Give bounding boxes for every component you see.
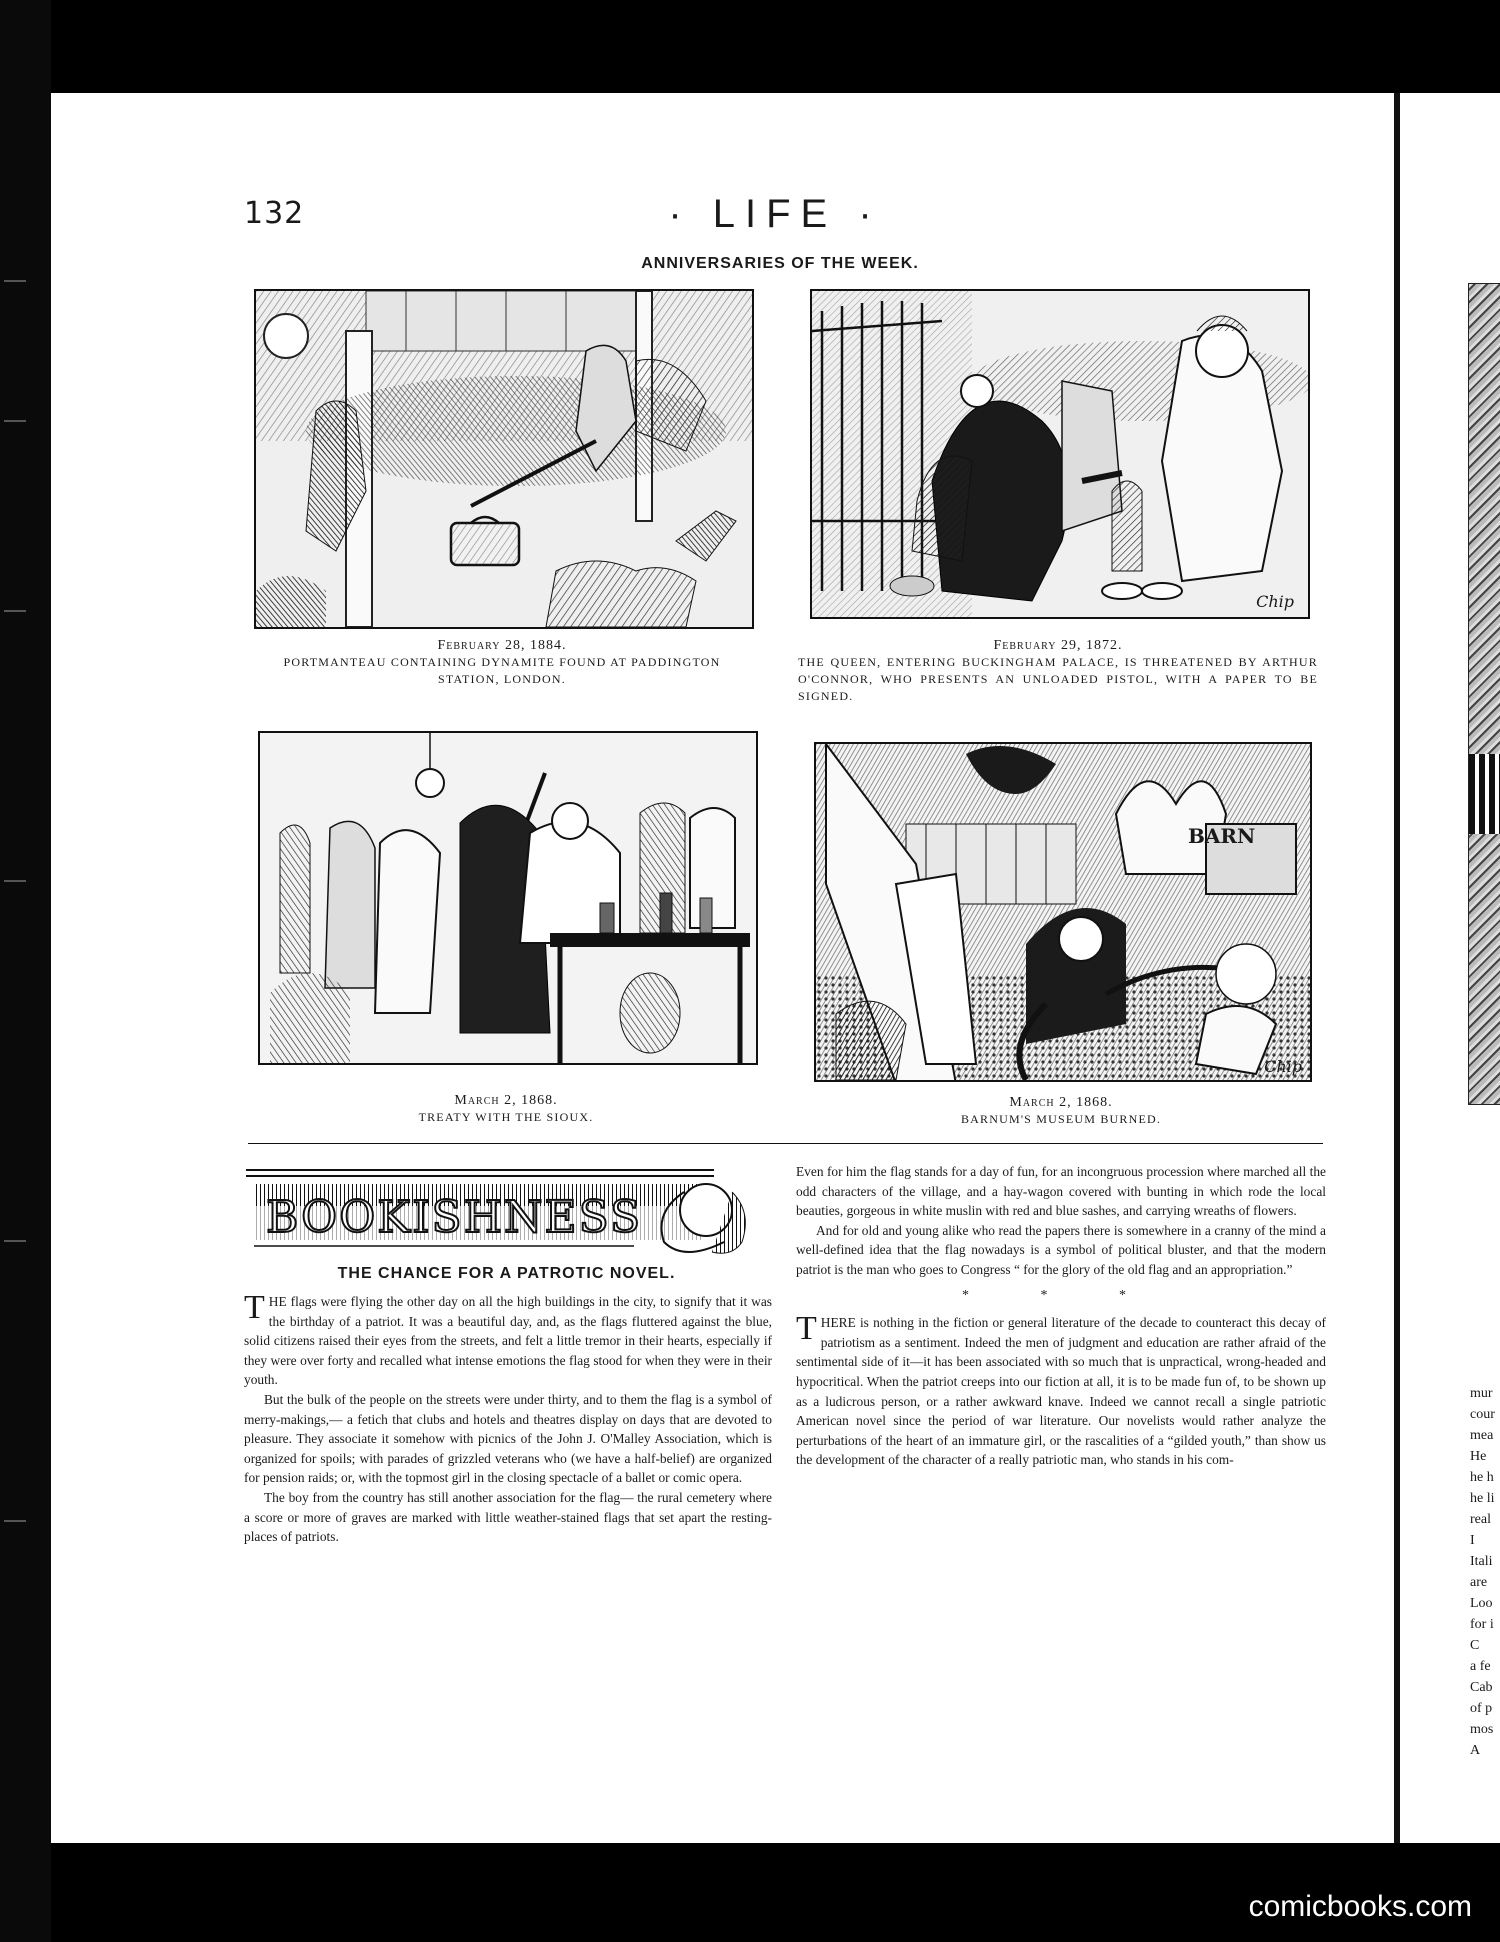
facing-page-line: are (1470, 1575, 1488, 1590)
facing-page-line: mos (1470, 1722, 1494, 1737)
facing-page-line: mea (1470, 1428, 1494, 1443)
paragraph (796, 1310, 1326, 1470)
facing-page-line: A (1470, 1743, 1481, 1758)
engraving-buckingham (812, 291, 1308, 617)
facing-page-line: of p (1470, 1701, 1493, 1716)
drop-cap: T (796, 1310, 817, 1348)
section-separator: * * * (962, 1287, 1160, 1303)
artist-signature: Chip (1264, 1057, 1302, 1076)
illustration-buckingham (810, 289, 1310, 619)
paragraph-text: HERE is nothing in the fiction or general literature of the decade to counteract this decay of patriotism as a sentiment. Indeed the men of judgment and education are rather afraid of the sentimental side of it—it has been associated with so much that is unpractical, wrong-headed and hypocritical. When the patriot creeps into our fiction at all, it is to be made fun of, to be shown up as a ludicrous person, or a rather awkward knave. Indeed we cannot recall a single patriotic American novel since the period of war literature. Our novelists would rather analyze the perturbations of the heart of an immature girl, or the rascalities of a “gilded youth,” than show us the development of the character of a really patriotic man, who stands in his com- (796, 1315, 1326, 1468)
facing-page-line: a fe (1470, 1659, 1491, 1674)
facing-page-line: C (1470, 1638, 1480, 1653)
facing-page-line: Itali (1470, 1554, 1493, 1569)
illustration-paddington (254, 289, 754, 629)
facing-page-illustration (1468, 283, 1500, 1105)
article-column-right (796, 1162, 1326, 1470)
facing-page-line: Cab (1470, 1680, 1493, 1695)
left-page-edge (0, 0, 51, 1942)
caption-paddington (254, 637, 750, 688)
caption-date: March 2, 1868. (1009, 1095, 1113, 1110)
section-divider (248, 1143, 1323, 1144)
section-title: ANNIVERSARIES OF THE WEEK. (641, 255, 919, 272)
caption-text: THE QUEEN, ENTERING BUCKINGHAM PALACE, IS THREATENED BY ARTHUR O'CONNOR, WHO PRESENTS AN UNLOADED PISTOL, WITH A PAPER TO BE SIGNED. (798, 655, 1318, 703)
facing-page-text (1470, 1383, 1500, 1761)
article-column-left (244, 1289, 772, 1547)
illustration-sioux-treaty (258, 731, 758, 1065)
paragraph (244, 1289, 772, 1390)
caption-sioux-treaty (258, 1092, 754, 1126)
facing-page-line: he li (1470, 1491, 1495, 1506)
engraving-sioux-treaty (260, 733, 756, 1063)
facing-page-line: Loo (1470, 1596, 1493, 1611)
caption-text: BARNUM'S MUSEUM BURNED. (960, 1112, 1162, 1126)
paragraph-text: HE flags were flying the other day on all the high buildings in the city, to signify that it was the birthday of a patriot. It was a beautiful day, and, as the flags fluttered against the blue, solid citizens raised their eyes from the streets, and felt a little tremor in their hearts, especially if they were over forty and recalled what intense emotions the flag stood for when they were in their youth. (244, 1294, 772, 1388)
paragraph: Even for him the flag stands for a day of fun, for an incongruous procession where marched all the odd characters of the village, and a hay-wagon covered with bunting in which rode the local beauties, gorgeous in white muslin with red and blue sashes, and carrying wreaths of flowers. (796, 1164, 1326, 1219)
caption-buckingham (798, 637, 1318, 705)
caption-date: March 2, 1868. (454, 1093, 558, 1108)
article-title: THE CHANCE FOR A PATROTIC NOVEL. (337, 1265, 676, 1282)
facing-page-line: for i (1470, 1617, 1494, 1632)
paragraph: And for old and young alike who read the papers there is somewhere in a cranny of the mind a well-defined idea that the flag nowadays is a symbol of political bluster, and that the modern patriot is the man who goes to Congress “ for the glory of the old flag and an appropriation.” (796, 1222, 1326, 1277)
caption-barnum-museum (814, 1094, 1308, 1128)
page-number: 132 (244, 196, 305, 231)
facing-page-edge (1400, 93, 1500, 1843)
engraving-barnum-museum (816, 744, 1310, 1080)
paragraph: But the bulk of the people on the streets were under thirty, and to them the flag is a symbol of merry-makings,— a fetich that clubs and hotels and theatres display on days that are devoted to pleasure. They associate it somehow with picnics of the John J. O'Malley Association, which is organized for spoils; with parades of grizzled veterans who (we have a half-belief) are organized for pension raids; or, with the topmost girl in the closing spectacle of a ballet or comic opera. (244, 1391, 772, 1486)
paragraph: The boy from the country has still another association for the flag— the rural cemetery where a score or more of graves are marked with little weather-stained flags that set apart the resting-places of patriots. (244, 1489, 772, 1545)
watermark: comicbooks.com (1248, 1890, 1472, 1923)
museum-sign: BARN (1188, 824, 1256, 848)
facing-page-line: He (1470, 1449, 1487, 1464)
drop-cap: T (244, 1289, 265, 1326)
facing-page-line: mur (1470, 1386, 1493, 1401)
caption-text: TREATY WITH THE SIOUX. (418, 1110, 594, 1124)
facing-page-line: he h (1470, 1470, 1494, 1485)
caption-date: February 29, 1872. (993, 638, 1123, 653)
artist-signature: Chip (1256, 592, 1294, 611)
illustration-barnum-museum (814, 742, 1312, 1082)
facing-page-line: I (1470, 1533, 1475, 1548)
bookishness-header-logo (244, 1162, 764, 1262)
facing-page-line: cour (1470, 1407, 1495, 1422)
caption-text: PORTMANTEAU CONTAINING DYNAMITE FOUND AT PADDINGTON STATION, LONDON. (283, 655, 721, 686)
masthead: · LIFE · (668, 192, 882, 236)
logo-text: BOOKISHNESS (266, 1192, 643, 1243)
caption-date: February 28, 1884. (437, 638, 567, 653)
facing-page-line: real (1470, 1512, 1491, 1527)
engraving-paddington (256, 291, 752, 627)
